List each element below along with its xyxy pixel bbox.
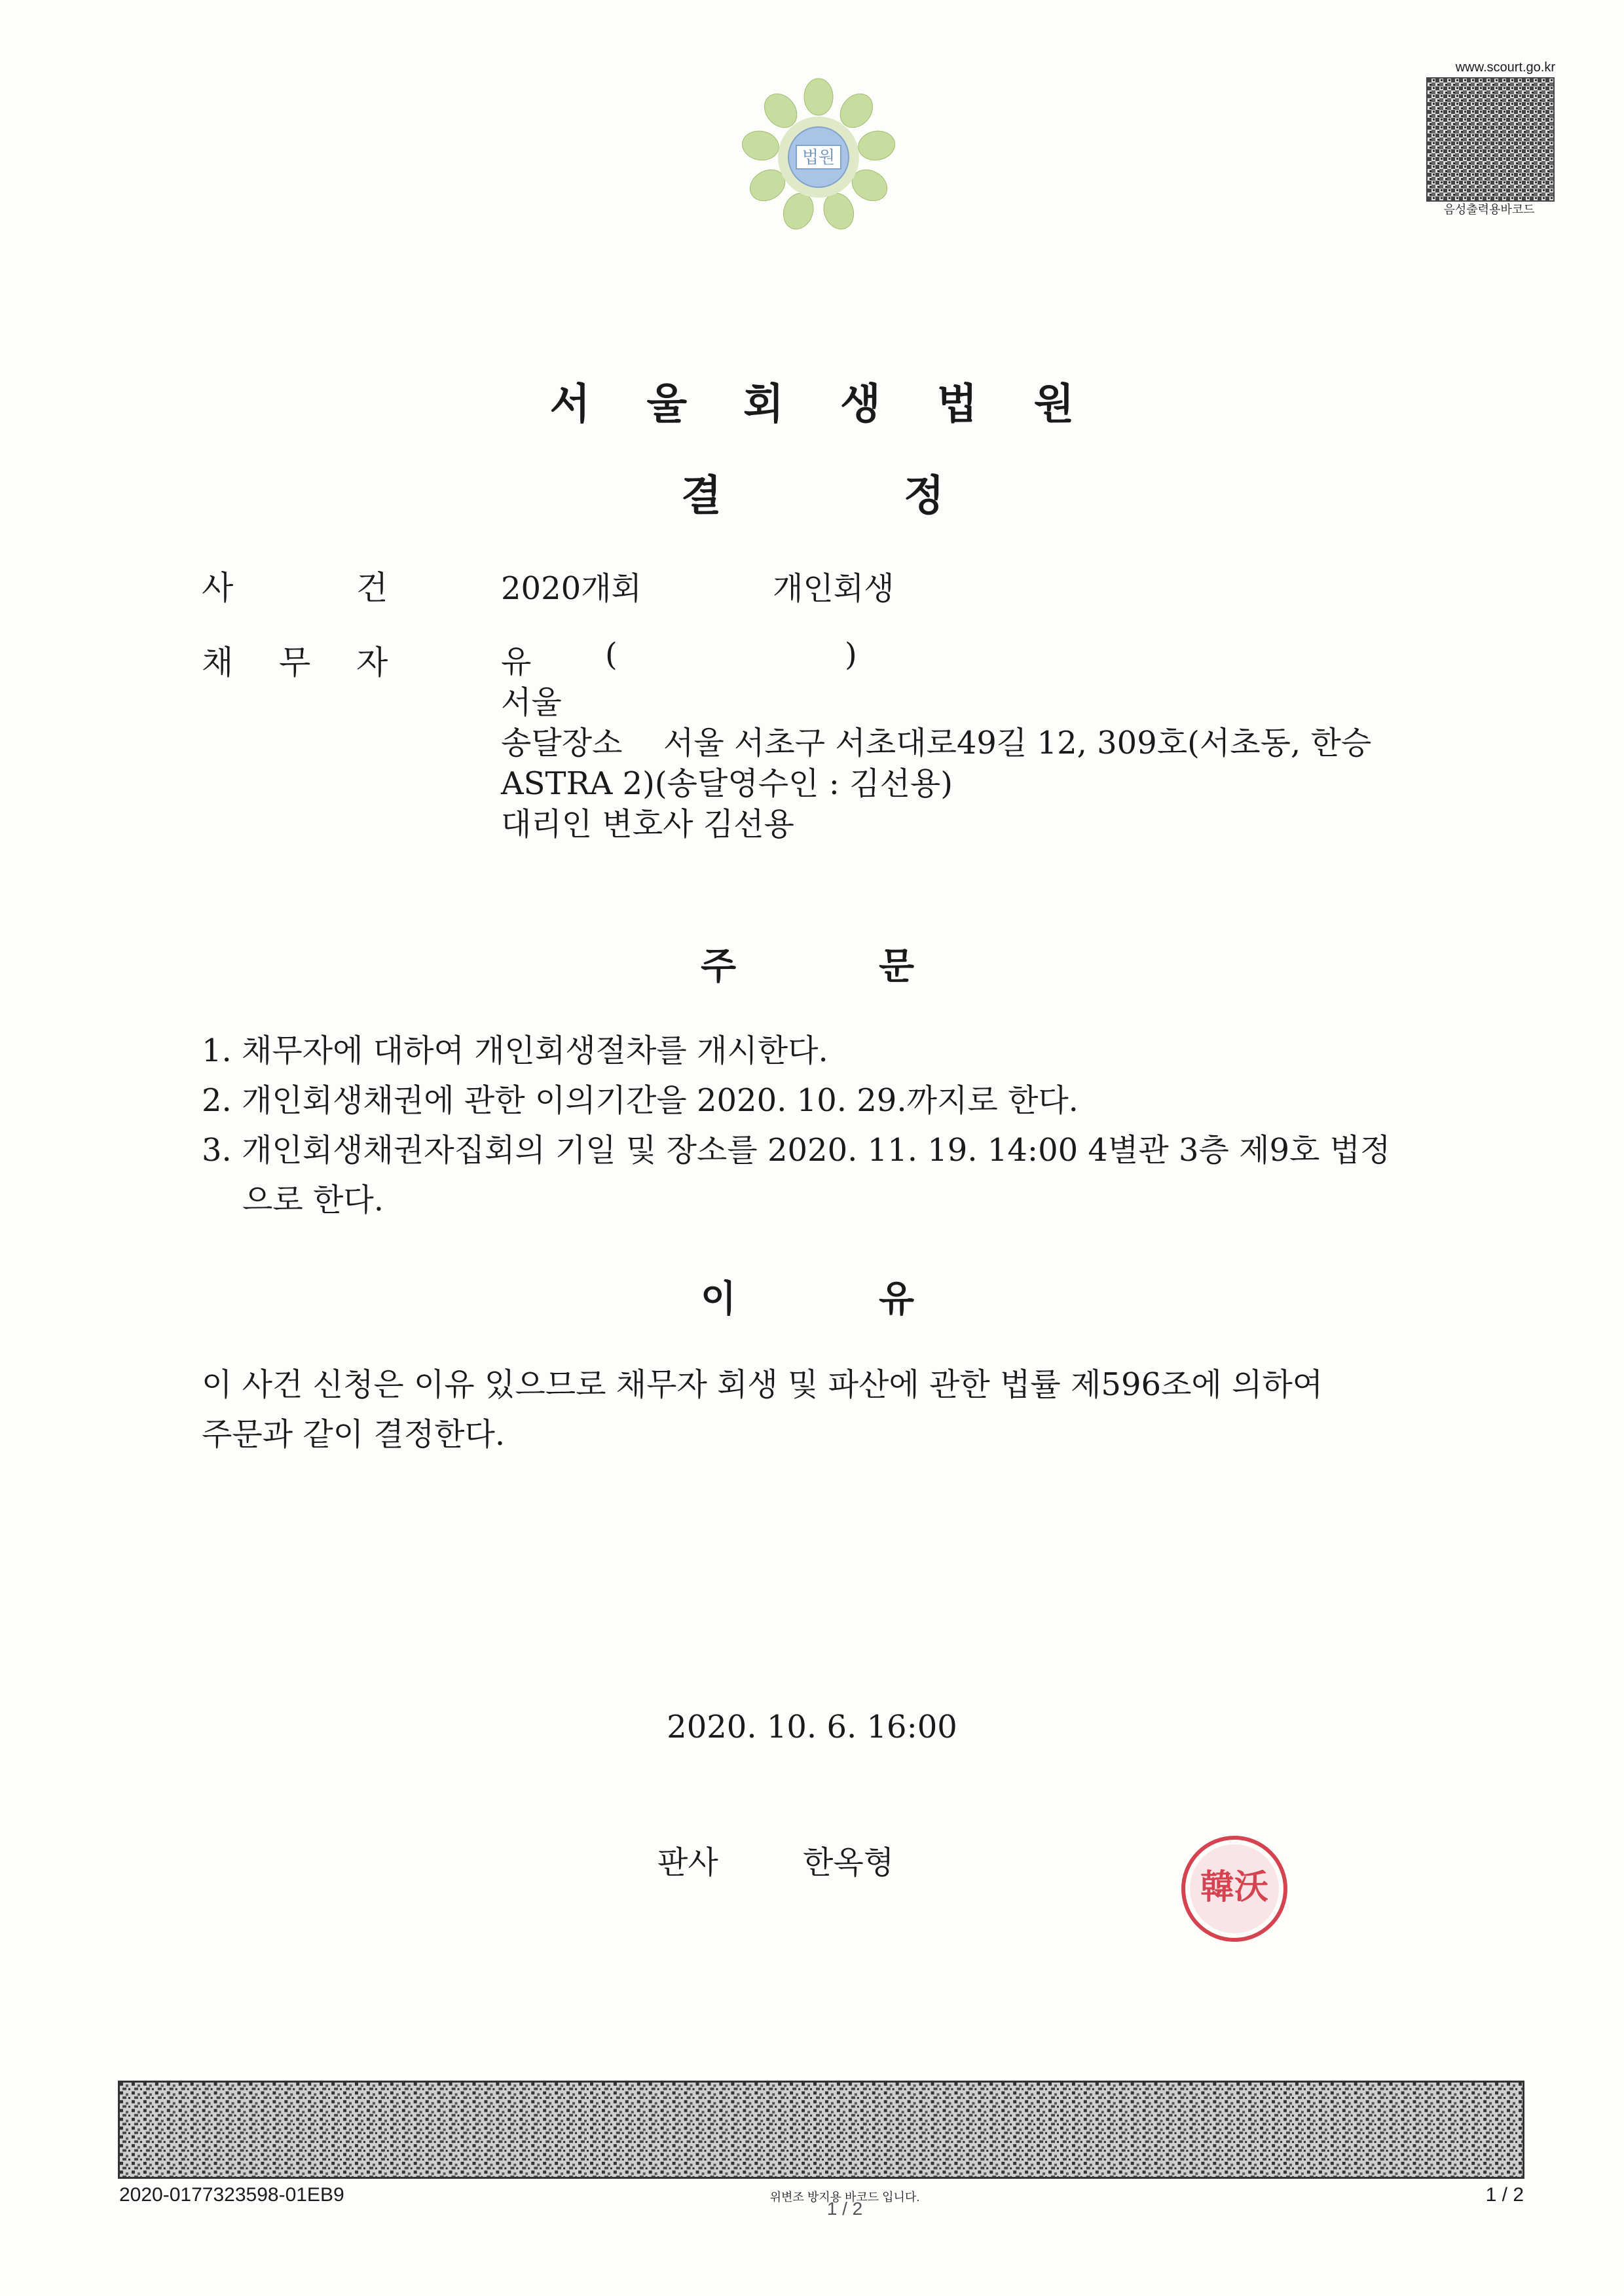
document-code: 2020-0177323598-01EB9 <box>119 2184 344 2206</box>
case-type: 개인회생 <box>773 570 895 607</box>
debtor-paren-open: ( <box>605 636 618 673</box>
debtor-name: 유 <box>501 644 532 680</box>
order-item-2: 2. 개인회생채권에 관한 이의기간을 2020. 10. 29.까지로 한다. <box>202 1082 1079 1119</box>
seal-text: 韓沃 <box>1200 1867 1269 1907</box>
debtor-address: 서울 <box>501 684 562 721</box>
court-name: 서울회생법원 <box>549 380 1131 429</box>
reason-heading-right: 유 <box>879 1278 915 1321</box>
judge-seal-stamp <box>1179 1833 1290 1944</box>
case-label <box>202 562 392 607</box>
delivery-line <box>501 718 1418 763</box>
qr-label: 음성출력용바코드 <box>1443 203 1535 216</box>
court-emblem-logo <box>740 77 897 234</box>
order-item-1: 1. 채무자에 대하여 개인회생절차를 개시한다. <box>202 1032 828 1069</box>
case-label-char: 사 <box>202 569 234 607</box>
decision-date: 2020. 10. 6. 16:00 <box>667 1709 957 1745</box>
delivery-label: 송달장소 <box>501 725 623 761</box>
qr-url: www.scourt.go.kr <box>1455 60 1555 75</box>
case-label-char: 건 <box>356 569 388 607</box>
document-type-left: 결 <box>681 472 722 520</box>
reason-heading-left: 이 <box>701 1278 737 1321</box>
debtor-paren-close: ) <box>845 636 857 673</box>
debtor-label-char: 채 <box>202 644 234 682</box>
qr-code-icon <box>1426 77 1555 202</box>
document-type-right: 정 <box>904 472 944 520</box>
delivery-address-2: ASTRA 2)(송달영수인 : 김선용) <box>501 765 953 802</box>
emblem-text: 법원 <box>802 148 836 168</box>
judge-name: 한옥형 <box>803 1844 895 1881</box>
order-item-3-line-1: 3. 개인회생채권자집회의 기일 및 장소를 2020. 11. 19. 14:00 4별관 3층 제9호 법정 <box>202 1132 1391 1169</box>
judge-title: 판사 <box>657 1844 718 1881</box>
case-number: 2020개회 <box>501 570 642 607</box>
order-item-3-line-2: 으로 한다. <box>242 1182 384 1218</box>
debtor-label-char: 무 <box>279 644 311 682</box>
page-number: 1 / 2 <box>1485 2184 1524 2206</box>
barcode-note: 위변조 방지용 바코드 입니다. <box>769 2191 920 2204</box>
debtor-label <box>202 636 392 682</box>
order-heading-left: 주 <box>701 945 737 988</box>
attorney: 대리인 변호사 김선용 <box>501 806 794 843</box>
debtor-label-char: 자 <box>356 644 388 682</box>
page-number-center: 1 / 2 <box>826 2198 863 2219</box>
order-heading-right: 문 <box>879 945 915 988</box>
reason-line-2: 주문과 같이 결정한다. <box>202 1416 506 1453</box>
delivery-address-1: 서울 서초구 서초대로49길 12, 309호(서초동, 한승 <box>663 725 1372 761</box>
anti-forgery-barcode <box>118 2081 1524 2179</box>
reason-line-1: 이 사건 신청은 이유 있으므로 채무자 회생 및 파산에 관한 법률 제596조에 의하여 <box>202 1366 1323 1403</box>
